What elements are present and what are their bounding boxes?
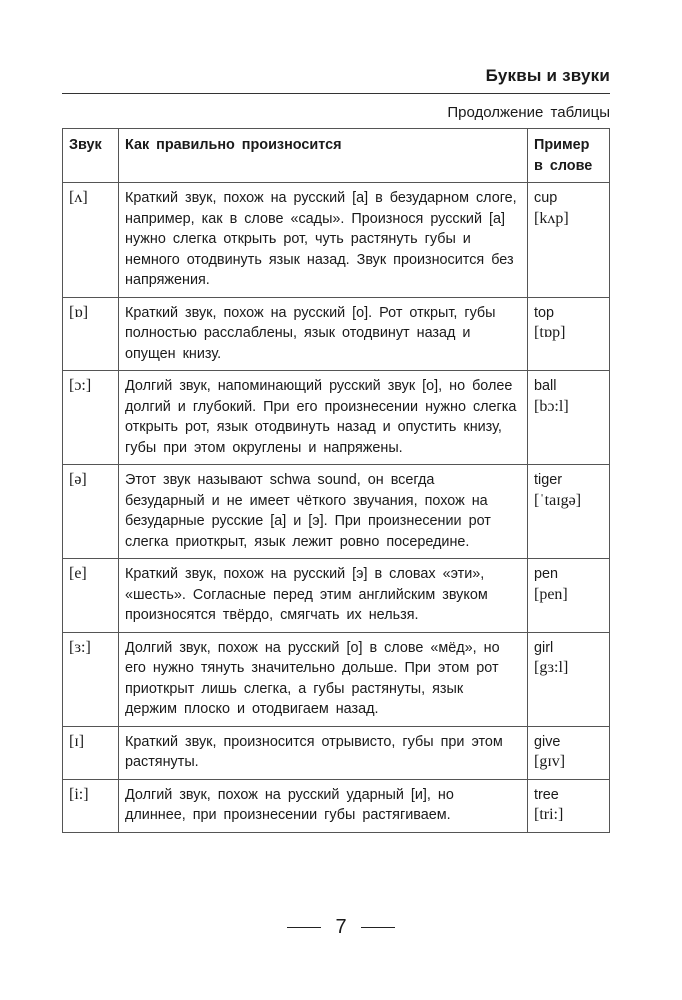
footer-dash-left bbox=[287, 927, 321, 928]
table-row bbox=[63, 183, 610, 298]
example-cell bbox=[528, 779, 610, 832]
sound-cell: [i:] bbox=[63, 779, 119, 832]
page-footer bbox=[0, 916, 682, 939]
sound-cell: [ʌ] bbox=[63, 183, 119, 298]
description-cell: Краткий звук, похож на русский [э] в словах «эти», «шесть». Согласные перед этим английским звуком произносятся твёрдо, смягчать их нельзя. bbox=[119, 559, 528, 633]
example-cell bbox=[528, 297, 610, 371]
example-word: top bbox=[534, 304, 555, 321]
sound-cell: [ɔ:] bbox=[63, 371, 119, 465]
example-cell bbox=[528, 371, 610, 465]
example-word: tree bbox=[534, 786, 559, 803]
example-transcription: [bɔ:l] bbox=[534, 397, 569, 415]
description-cell: Краткий звук, произносится отрывисто, губы при этом растянуты. bbox=[119, 726, 528, 779]
table-row bbox=[63, 632, 610, 726]
example-word: tiger bbox=[534, 472, 562, 488]
table-row bbox=[63, 559, 610, 633]
description-cell: Краткий звук, похож на русский [а] в безударном слоге, например, как в слове «сады». Произнося русский [а] нужно слегка открыть рот, чуть растянуть губы и немного отодвинуть язык назад. Звук произносится без напряжения. bbox=[119, 183, 528, 298]
example-transcription: [ˈtaɪgə] bbox=[534, 491, 582, 509]
table-row bbox=[63, 726, 610, 779]
footer-dash-right bbox=[361, 927, 395, 928]
example-transcription: [gɪv] bbox=[534, 753, 566, 770]
example-word: cup bbox=[534, 190, 558, 206]
table-row bbox=[63, 465, 610, 559]
column-header-example: Пример в слове bbox=[528, 129, 610, 183]
example-cell bbox=[528, 465, 610, 559]
example-word: ball bbox=[534, 378, 557, 394]
sound-cell: [e] bbox=[63, 559, 119, 633]
example-transcription: [kʌp] bbox=[534, 209, 569, 227]
sound-cell: [ə] bbox=[63, 465, 119, 559]
description-cell: Долгий звук, похож на русский [о] в слове «мёд», но его нужно тянуть значительно дольше. При этом рот приоткрыт лишь слегка, а губы растянуты, язык держим плоско и отодвигаем назад. bbox=[119, 632, 528, 726]
description-cell: Краткий звук, похож на русский [о]. Рот открыт, губы полностью расслаблены, язык отодвинут назад и опущен книзу. bbox=[119, 297, 528, 371]
example-transcription: [tɒp] bbox=[534, 324, 566, 341]
example-transcription: [pen] bbox=[534, 585, 568, 603]
phonetics-table bbox=[62, 128, 610, 833]
example-cell bbox=[528, 183, 610, 298]
column-header-pronunciation: Как правильно произносится bbox=[119, 129, 528, 183]
example-word: girl bbox=[534, 639, 554, 656]
page-number: 7 bbox=[335, 916, 347, 938]
table-row bbox=[63, 779, 610, 832]
sound-cell: [ɪ] bbox=[63, 726, 119, 779]
description-cell: Долгий звук, похож на русский ударный [и], но длиннее, при произнесении губы растягиваем. bbox=[119, 779, 528, 832]
example-word: pen bbox=[534, 566, 559, 582]
example-cell bbox=[528, 632, 610, 726]
example-cell bbox=[528, 726, 610, 779]
example-transcription: [tri:] bbox=[534, 806, 564, 823]
description-cell: Долгий звук, напоминающий русский звук [о], но более долгий и глубокий. При его произнесении нужно слегка открыть рот, язык отодвинуть назад и опустить книзу, губы при этом округлены и напряжены. bbox=[119, 371, 528, 465]
sound-cell: [ɒ] bbox=[63, 297, 119, 371]
section-title: Буквы и звуки bbox=[485, 66, 610, 85]
example-word: give bbox=[534, 733, 561, 750]
sound-cell: [ɜ:] bbox=[63, 632, 119, 726]
description-cell: Этот звук называют schwa sound, он всегда безударный и не имеет чёткого звучания, похож на безударные русские [а] и [э]. При произнесении рот слегка приоткрыт, язык лежит ровно посередине. bbox=[119, 465, 528, 559]
table-header-row bbox=[63, 129, 610, 183]
table-row bbox=[63, 371, 610, 465]
column-header-sound: Звук bbox=[63, 129, 119, 183]
table-row bbox=[63, 297, 610, 371]
example-transcription: [gɜ:l] bbox=[534, 659, 569, 676]
header-divider bbox=[62, 93, 610, 94]
example-cell bbox=[528, 559, 610, 633]
table-continuation-label: Продолжение таблицы bbox=[447, 104, 610, 121]
